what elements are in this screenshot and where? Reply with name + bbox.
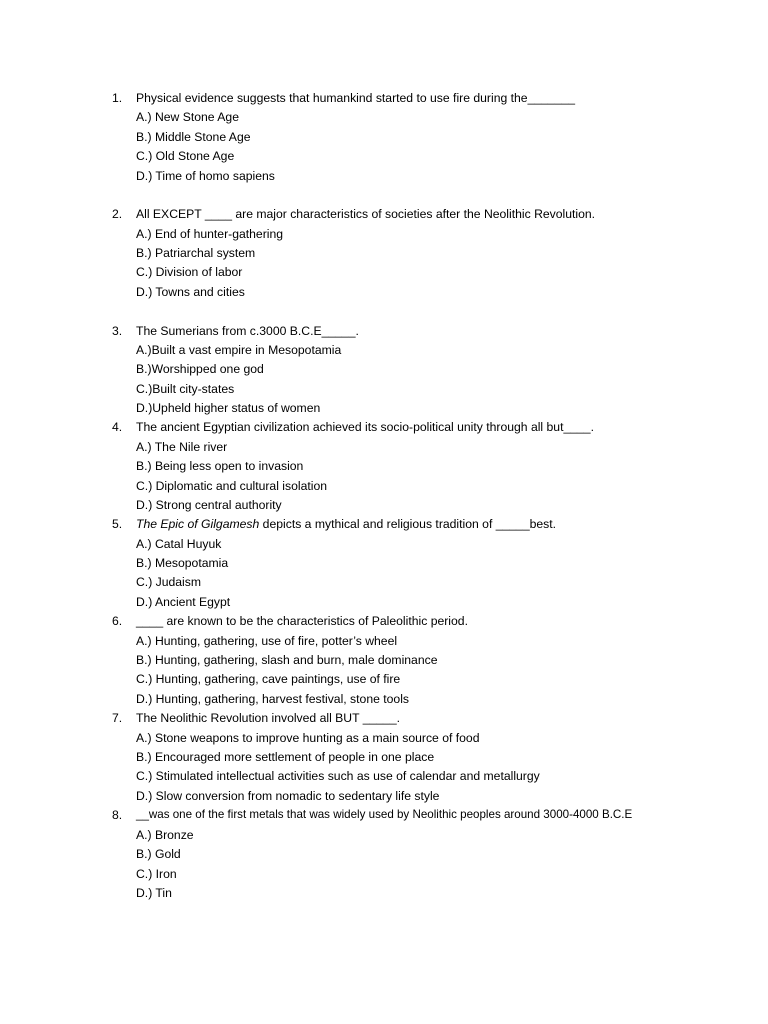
option-a: A.) Catal Huyuk [136,537,222,551]
option-a: A.) The Nile river [136,440,228,454]
option-b: B.) Gold [136,847,181,861]
question-text: The Sumerians from c.3000 B.C.E_____. [136,324,359,338]
question-number: 7. [112,711,123,725]
question-text: Physical evidence suggests that humankind started to use fire during the_______ [136,91,576,105]
option-b: B.) Hunting, gathering, slash and burn, male dominance [136,653,438,667]
book-title: The Epic of Gilgamesh [136,517,260,531]
option-b: B.)Worshipped one god [136,362,264,376]
question-number: 3. [112,324,123,338]
question-text: __was one of the first metals that was widely used by Neolithic peoples around 3000-4000 B.C.E [136,808,633,821]
question-number: 1. [112,91,123,105]
question-number: 4. [112,420,123,434]
option-b: B.) Middle Stone Age [136,130,251,144]
option-d: D.) Hunting, gathering, harvest festival, stone tools [136,692,410,706]
option-d: D.) Towns and cities [136,285,245,299]
option-b: B.) Being less open to invasion [136,459,304,473]
option-a: A.) Stone weapons to improve hunting as a main source of food [136,731,480,745]
question-text: The Neolithic Revolution involved all BUT _____. [136,711,400,725]
option-c: C.)Built city-states [136,382,235,396]
question-text: All EXCEPT ____ are major characteristics of societies after the Neolithic Revolution. [136,207,596,221]
option-a: A.) End of hunter-gathering [136,227,284,241]
question-text-rest: depicts a mythical and religious tradition of _____best. [259,517,557,531]
option-a: A.) Bronze [136,828,194,842]
option-b: B.) Patriarchal system [136,246,256,260]
option-c: C.) Diplomatic and cultural isolation [136,479,328,493]
option-a: A.) Hunting, gathering, use of fire, potter’s wheel [136,634,398,648]
option-c: C.) Old Stone Age [136,149,235,163]
option-d: D.)Upheld higher status of women [136,401,321,415]
option-d: D.) Strong central authority [136,498,282,512]
option-b: B.) Encouraged more settlement of people in one place [136,750,435,764]
question-text: ____ are known to be the characteristics of Paleolithic period. [136,614,468,628]
option-b: B.) Mesopotamia [136,556,229,570]
option-a: A.) New Stone Age [136,110,239,124]
option-d: D.) Slow conversion from nomadic to sedentary life style [136,789,440,803]
option-c: C.) Stimulated intellectual activities such as use of calendar and metallurgy [136,769,540,783]
question-number: 6. [112,614,123,628]
option-c: C.) Hunting, gathering, cave paintings, use of fire [136,672,401,686]
option-c: C.) Judaism [136,575,202,589]
option-d: D.) Tin [136,886,172,900]
option-c: C.) Iron [136,867,177,881]
question-number: 5. [112,517,123,531]
question-text [136,517,556,531]
option-d: D.) Ancient Egypt [136,595,231,609]
question-number: 2. [112,207,123,221]
option-c: C.) Division of labor [136,265,243,279]
option-a: A.)Built a vast empire in Mesopotamia [136,343,342,357]
question-text: The ancient Egyptian civilization achieved its socio-political unity through all but____. [136,420,594,434]
option-d: D.) Time of homo sapiens [136,169,275,183]
question-number: 8. [112,808,123,822]
